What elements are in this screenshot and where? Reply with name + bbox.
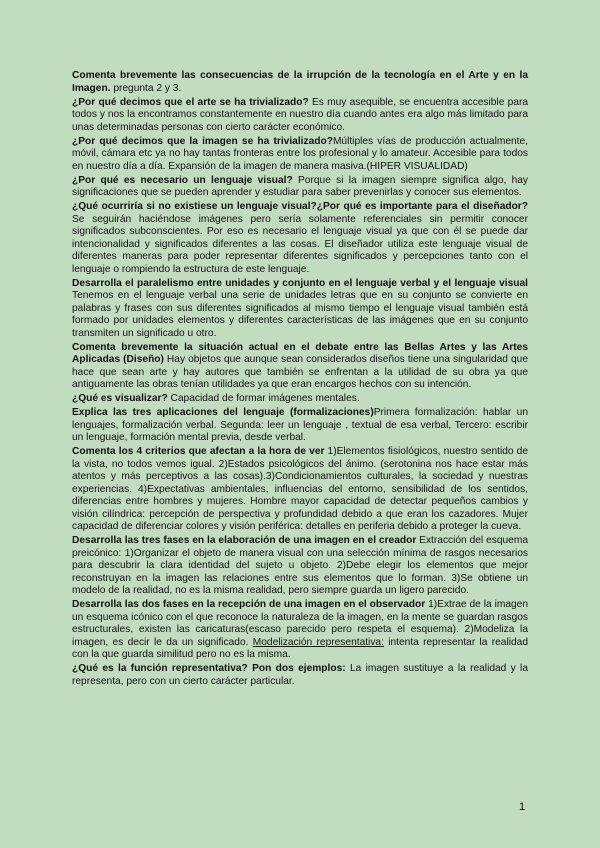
qa-paragraph [72,535,528,598]
question: ¿Qué es la función representativa? Pon dos ejemplos: [72,663,346,674]
answer-continuation: intenta representar la realidad con la que guarda similitud pero no es la misma. [72,636,528,660]
question: Desarrolla el paralelismo entre unidades y conjunto en el lenguaje verbal y el lenguaje visual [72,277,528,289]
qa-paragraph [72,278,528,341]
answer: La imagen sustituye a la realidad y la representa, pero con un cierto carácter particular. [72,663,528,687]
question: Desarrolla las dos fases en la recepción de una imagen en el observador [72,599,426,610]
qa-paragraph [72,70,528,95]
qa-paragraph [72,136,528,174]
answer: pregunta 2 y 3. [110,82,182,94]
answer: Tenemos en el lenguaje verbal una serie de unidades letras que en su conjunto se convierte en palabras y frases con sus diferentes significados al mismo tiempo el lenguaje visual también está formado por unidades elementos y diferentes características de las imágenes que en su conjunto transmiten un significado u otro. [72,290,528,339]
answer: 1)Extrae de la imagen un esquema icónico con el que reconoce la naturaleza de la imagen, en la mente se guardan rasgos estructurales, existen las caricaturas(escaso parecido pero respeta el esquema). 2)Modeliza la imagen, es decir le da un significado. [72,599,528,648]
question: ¿Por qué decimos que el arte se ha trivializado? [72,96,309,108]
qa-paragraph [72,175,528,200]
answer: Porque si la imagen siempre significa algo, hay significaciones que se pueden aprender y estudiar para saber prevenirlas y conocer sus elementos. [72,174,529,198]
answer: Capacidad de formar imágenes mentales. [167,393,360,404]
qa-paragraph [72,446,528,534]
question: ¿Qué ocurriría si no existiese un lenguaje visual?¿Por qué es importante para el diseñador? [72,201,528,212]
question: Comenta brevemente las consecuencias de la irrupción de la tecnología en el Arte y en la Imagen. [72,70,528,94]
qa-paragraph [72,599,528,662]
question: Comenta brevemente la situación actual en el debate entre las Bellas Artes y las Artes Aplicadas (Diseño) [72,341,528,365]
qa-paragraph [72,97,528,135]
question: Explica las tres aplicaciones del lenguaje (formalizaciones) [72,407,374,418]
question: ¿Por qué es necesario un lenguaje visual? [72,174,293,186]
qa-paragraph [72,201,528,276]
qa-paragraph [72,393,528,406]
question: ¿Por qué decimos que la imagen se ha trivializado? [72,135,333,147]
answer: Múltiples vías de producción actualmente, móvil, cámara etc ya no hay tantas fronteras entre los profesional y lo amateur. Accesible para todos en nuestro día a día. Expansión de la imagen de manera masiva.(HIPER VISUALIDAD) [72,135,528,172]
document-body [72,70,528,690]
qa-paragraph [72,663,528,688]
question: ¿Qué es visualizar? [72,393,168,404]
question: Desarrolla las tres fases en la elaboración de una imagen en el creador [72,535,417,546]
answer: Se seguirán haciéndose imágenes pero sería solamente referenciales sin permitir conocer significados subconscientes. Por eso es necesario el lenguaje visual ya que con él se puede dar intencionalidad y significados diferentes a las cosas. El diseñador utiliza este lenguaje visual de diferentes maneras para poder representar diferentes significados y percepciones tanto con el lenguaje o rompiendo la estructura de este lenguaje. [72,213,528,275]
question: Comenta los 4 criterios que afectan a la hora de ver [72,446,325,457]
page-number: 1 [519,801,526,813]
answer: Primera formalización: hablar un lenguajes, formalización verbal. Segunda: leer un lenguaje , textual de esa verbal, Tercero: escribir un lenguaje, formación mental previa, desde verbal. [72,407,528,443]
answer: Hay objetos que aunque sean considerados diseños tiene una singularidad que hace que sean arte y hay autores que también se enfrentan a la utilidad de su obra ya que antiguamente las obras tenían utilidades ya que eran encargos hechos con su intención. [72,354,528,390]
underlined-term: Modelización representativa: [252,636,384,648]
answer: Es muy asequible, se encuentra accesible para todos y nos la encontramos constantemente en nuestro día cuando antes era algo más limitado para unas determinadas personas con cierto carácter económico. [72,96,529,133]
answer: 1)Elementos fisiológicos, nuestro sentido de la vista, no todos vemos igual. 2)Estados psicológicos del ánimo. (serotonina nos hace estar más atentos y más perceptivos a las cosas).3)Condicionamientos culturales, la sociedad y nuestras experiencias. 4)Expectativas ambientales, influencias del entorno, sensibilidad de los sentidos, diferencias entre hombres y mujeres. Hombre mayor capacidad de detectar pequeños cambios y visión cilíndrica: percepción de perspectiva y profundidad debido a que eran los cazadores. Mujer capacidad de diferenciar colores y visión periférica: detalles en periferia debido a proteger la cueva. [72,446,528,532]
qa-paragraph [72,342,528,392]
qa-paragraph [72,407,528,445]
answer: Extracción del esquema preicónico: 1)Organizar el objeto de manera visual con una selección mínima de rasgos necesarios para descubrir la clara identidad del sujeto u objeto. 2)Debe elegir los elementos que mejor reconstruyan en la imagen las relaciones entre sus elementos que lo forman. 3)Se obtiene un modelo de la realidad, no es la misma realidad, pero siempre guarda un ligero parecido. [72,535,528,596]
